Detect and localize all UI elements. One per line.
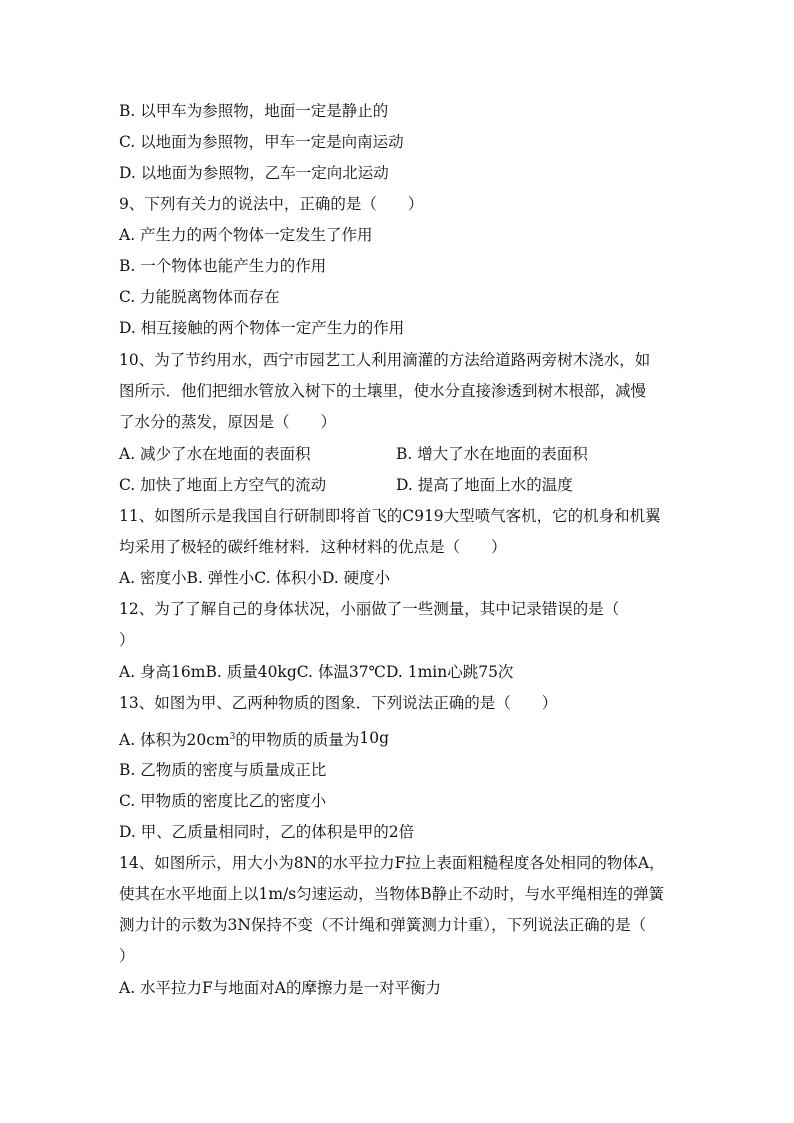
q13-option-c: C. 甲物质的密度比乙的密度小 (119, 792, 327, 810)
q13-option-d: D. 甲、乙质量相同时，乙的体积是甲的2倍 (119, 823, 415, 841)
q13-option-a-exponent: 3 (229, 732, 236, 742)
q14-stem-line1: 14、如图所示，用大小为8N的水平拉力F拉上表面粗糙程度各处相同的物体A， (119, 854, 665, 872)
q10-options-row2 (119, 475, 679, 495)
q11-stem-line2: 均采用了极轻的碳纤维材料．这种材料的优点是（ ） (119, 538, 507, 556)
q12-options: A. 身高16mB. 质量40kgC. 体温37℃D. 1min心跳75次 (119, 663, 514, 681)
q14-stem-line2: 使其在水平地面上以1m/s匀速运动，当物体B静止不动时，与水平绳相连的弹簧 (119, 885, 665, 903)
q9-option-d: D. 相互接触的两个物体一定产生力的作用 (119, 319, 405, 337)
q8-option-c: C. 以地面为参照物，甲车一定是向南运动 (119, 133, 404, 151)
q9-option-c: C. 力能脱离物体而存在 (119, 288, 280, 306)
q9-option-b: B. 一个物体也能产生力的作用 (119, 257, 327, 275)
q11-stem-line1: 11、如图所示是我国自行研制即将首飞的C919大型喷气客机，它的机身和机翼 (119, 507, 661, 525)
q10-stem-line3: 了水分的蒸发，原因是（ ） (119, 413, 337, 431)
q11-options: A. 密度小B. 弹性小C. 体积小D. 硬度小 (119, 569, 391, 587)
q10-stem-line2: 图所示．他们把细水管放入树下的土壤里，使水分直接渗透到树木根部，减慢 (119, 382, 647, 400)
q8-option-d: D. 以地面为参照物，乙车一定向北运动 (119, 164, 389, 182)
q10-options-row1 (119, 444, 679, 464)
q14-stem-line3: 测力计的示数为3N保持不变（不计绳和弹簧测力计重），下列说法正确的是（ (119, 916, 647, 934)
q13-option-a-mid: 的甲物质的质量为 (235, 731, 360, 749)
q10-option-c: C. 加快了地面上方空气的流动 (119, 476, 327, 494)
q10-option-a: A. 减少了水在地面的表面积 (119, 445, 311, 463)
q13-option-a-value: 10g (359, 729, 390, 747)
q9-stem: 9、下列有关力的说法中，正确的是（ ） (119, 195, 424, 213)
q9-option-a: A. 产生力的两个物体一定发生了作用 (119, 226, 373, 244)
q13-stem: 13、如图为甲、乙两种物质的图象．下列说法正确的是（ ） (119, 694, 558, 712)
q13-option-a (119, 727, 389, 750)
q10-option-d: D. 提高了地面上水的温度 (396, 476, 573, 494)
q8-option-b: B. 以甲车为参照物，地面一定是静止的 (119, 102, 389, 120)
q13-option-a-pre: A. 体积为20cm (119, 731, 230, 749)
q14-stem-line4: ） (119, 947, 135, 965)
q12-stem-line2: ） (119, 631, 135, 649)
q14-option-a: A. 水平拉力F与地面对A的摩擦力是一对平衡力 (119, 979, 441, 997)
q10-stem-line1: 10、为了节约用水，西宁市园艺工人利用滴灌的方法给道路两旁树木浇水，如 (119, 351, 651, 369)
q10-option-b: B. 增大了水在地面的表面积 (396, 445, 588, 463)
q12-stem-line1: 12、为了了解自己的身体状况，小丽做了一些测量，其中记录错误的是（ (119, 600, 620, 618)
q13-option-b: B. 乙物质的密度与质量成正比 (119, 761, 327, 779)
